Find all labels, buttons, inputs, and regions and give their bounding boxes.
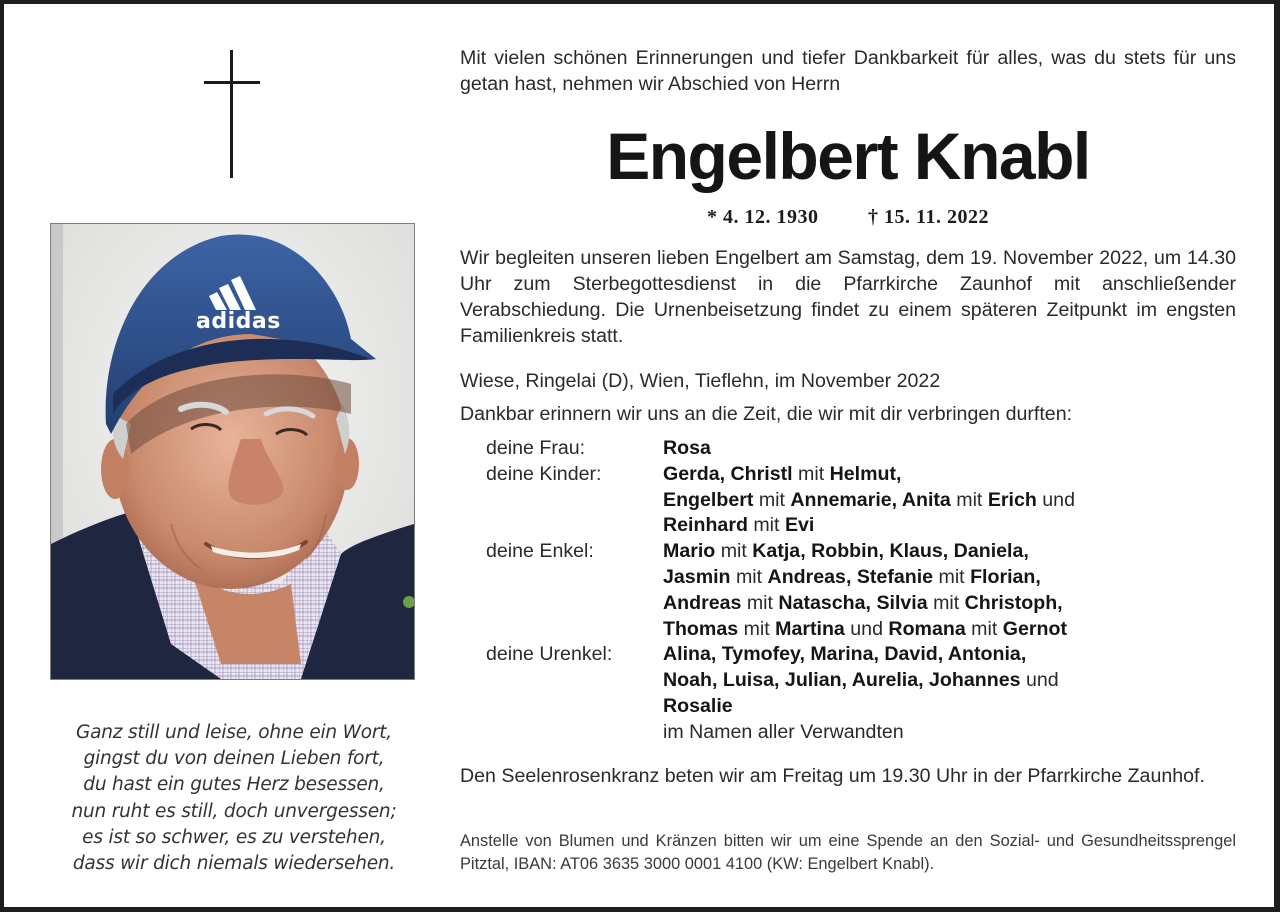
- family-line: [663, 720, 1246, 746]
- family-names: [663, 462, 1246, 539]
- family-line: [663, 591, 1246, 617]
- connector-text: mit: [741, 591, 779, 614]
- family-group: [486, 720, 1246, 746]
- family-member-name: Erich: [987, 488, 1037, 511]
- intro-text: Mit vielen schönen Erinnerungen und tiefer Dankbarkeit für alles, was du stets für uns getan hast, nehmen wir Abschied von Herrn: [460, 47, 1236, 95]
- family-member-name: Rosa: [663, 437, 711, 459]
- connector-text: mit: [965, 617, 1003, 640]
- place-date: Wiese, Ringelai (D), Wien, Tieflehn, im November 2022: [460, 370, 941, 392]
- family-member-name: Jasmin: [663, 565, 731, 588]
- poem-line: du hast ein gutes Herz besessen,: [83, 774, 385, 796]
- death-date: † 15. 11. 2022: [868, 206, 989, 228]
- connector-text: mit: [738, 617, 776, 640]
- family-member-name: Christoph,: [964, 591, 1063, 614]
- family-label: deine Urenkel:: [486, 643, 613, 666]
- family-names: [663, 436, 1246, 462]
- connector-text: mit: [715, 540, 753, 563]
- family-line: [663, 694, 1246, 720]
- family-line: [663, 642, 1246, 668]
- connector-text: mit: [950, 488, 988, 511]
- connector-text: mit: [747, 514, 785, 537]
- family-member-name: Katja, Robbin, Klaus, Daniela,: [752, 540, 1029, 563]
- family-member-name: Reinhard: [663, 514, 748, 537]
- family-names: [663, 539, 1246, 642]
- family-label: deine Enkel:: [486, 540, 594, 563]
- family-member-name: Mario: [663, 540, 716, 563]
- connector-text: und: [1020, 669, 1059, 692]
- poem-line: Ganz still und leise, ohne ein Wort,: [75, 722, 392, 743]
- family-member-name: Engelbert: [663, 488, 754, 511]
- family-member-name: Andreas: [663, 591, 742, 614]
- family-line: [663, 513, 1246, 539]
- family-group: [486, 642, 1246, 719]
- connector-text: mit: [753, 488, 791, 511]
- family-line: [663, 539, 1246, 565]
- thanks-text: Dankbar erinnern wir uns an die Zeit, die wir mit dir verbringen durften:: [460, 403, 1073, 425]
- portrait-photo: [50, 223, 415, 680]
- family-label: deine Kinder:: [486, 462, 602, 485]
- family-line: [663, 617, 1246, 643]
- family-group: [486, 462, 1246, 539]
- family-label: [486, 720, 663, 746]
- portrait-illustration: [51, 224, 414, 679]
- donation-text: Anstelle von Blumen und Kränzen bitten wir um eine Spende an den Sozial- und Gesundheitssprengel Pitztal, IBAN: AT06 3635 3000 0001 4100 (KW: Engelbert Knabl).: [460, 832, 1236, 873]
- family-member-name: Noah, Luisa, Julian, Aurelia, Johannes: [663, 669, 1021, 692]
- family-member-name: Evi: [784, 514, 815, 537]
- connector-text: mit: [792, 462, 830, 485]
- rosary-text: Den Seelenrosenkranz beten wir am Freitag um 19.30 Uhr in der Pfarrkirche Zaunhof.: [460, 765, 1205, 787]
- family-member-name: Thomas: [663, 617, 739, 640]
- connector-text: mit: [933, 565, 971, 588]
- poem-line: dass wir dich niemals wiedersehen.: [72, 853, 396, 875]
- connector-text: und: [844, 617, 889, 640]
- connector-text: mit: [730, 565, 768, 588]
- connector-text: im Namen aller Verwandten: [663, 720, 904, 743]
- poem-line: gingst du von deinen Lieben fort,: [83, 748, 385, 770]
- family-line: [663, 462, 1246, 488]
- family-line: [663, 565, 1246, 591]
- obituary-card: [4, 4, 1274, 907]
- family-member-name: Gerda, Christl: [663, 462, 793, 485]
- svg-text:adidas: adidas: [196, 309, 281, 334]
- family-group: [486, 539, 1246, 642]
- family-list: [486, 436, 1246, 746]
- family-member-name: Florian,: [970, 565, 1041, 588]
- poem-line: nun ruht es still, doch unvergessen;: [71, 800, 397, 822]
- birth-date: * 4. 12. 1930: [707, 206, 819, 228]
- cross-icon: [204, 50, 260, 178]
- family-member-name: Andreas, Stefanie: [767, 565, 934, 588]
- family-member-name: Annemarie, Anita: [790, 488, 951, 511]
- family-member-name: Alina, Tymofey, Marina, David, Antonia,: [663, 643, 1027, 666]
- family-line: [663, 668, 1246, 694]
- family-line: [663, 488, 1246, 514]
- service-text: Wir begleiten unseren lieben Engelbert am Samstag, dem 19. November 2022, um 14.30 Uhr zum Sterbegottesdienst in die Pfarrkirche Zaunhof mit anschließender Verabschiedung. Die Urnenbeisetzung findet zu einem späteren Zeitpunkt im engsten Familienkreis statt.: [460, 247, 1236, 347]
- family-line: [663, 436, 1246, 462]
- family-names: [663, 720, 1246, 746]
- family-member-name: Romana: [888, 617, 966, 640]
- family-label: deine Frau:: [486, 437, 586, 459]
- family-member-name: Natascha, Silvia: [778, 591, 928, 614]
- connector-text: und: [1036, 488, 1075, 511]
- family-group: [486, 436, 1246, 462]
- family-member-name: Helmut,: [829, 462, 902, 485]
- deceased-name: Engelbert Knabl: [606, 119, 1090, 193]
- poem-line: es ist so schwer, es zu verstehen,: [82, 826, 386, 848]
- memorial-poem: [44, 720, 424, 877]
- family-member-name: Rosalie: [663, 694, 733, 717]
- family-names: [663, 642, 1246, 719]
- connector-text: mit: [927, 591, 965, 614]
- family-member-name: Gernot: [1002, 617, 1067, 640]
- family-member-name: Martina: [775, 617, 845, 640]
- life-dates: [460, 204, 1236, 230]
